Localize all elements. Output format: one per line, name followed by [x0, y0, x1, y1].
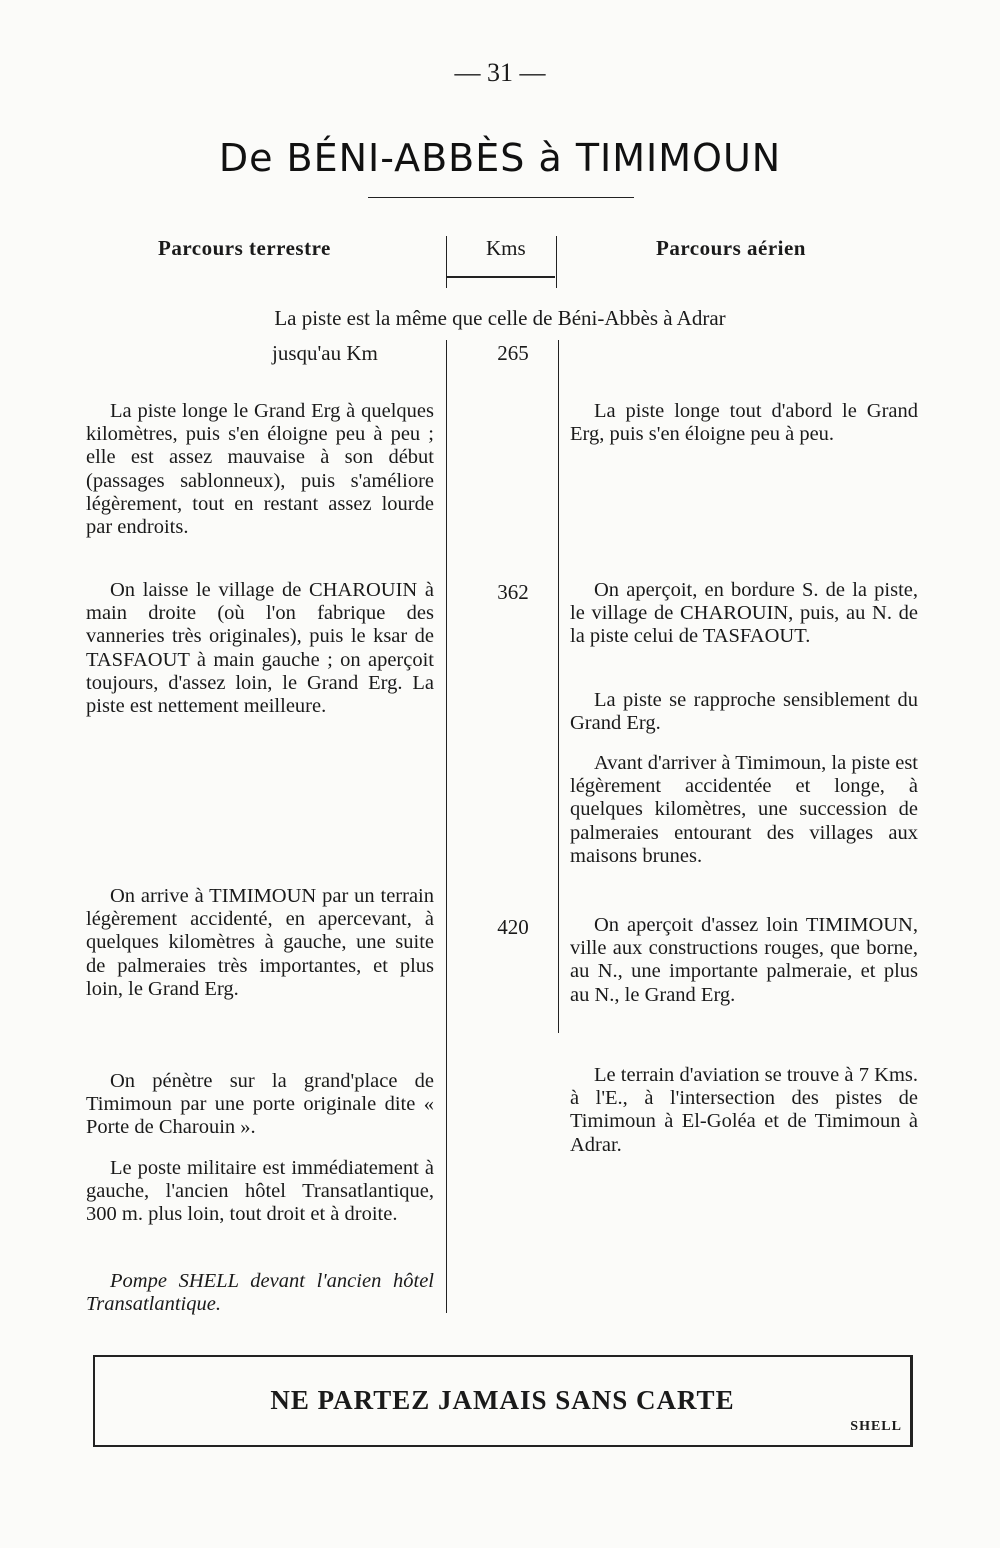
land-paragraph: On laisse le village de CHAROUIN à main droite (où l'on fabrique des vanneries très originales), puis le ksar de TASFAOUT à main gauche ; on aperçoit toujours, d'assez loin, le Grand Erg. La piste est nettement meilleure.	[86, 579, 434, 718]
brand-mark: SHELL	[850, 1419, 902, 1434]
air-paragraph: Avant d'arriver à Timimoun, la piste est légèrement accidentée et longe, à quelques kilomètres, une succession de palmeraies entourant des villages aux maisons brunes.	[570, 752, 918, 867]
air-paragraph: La piste se rapproche sensiblement du Grand Erg.	[570, 689, 918, 735]
land-paragraph: La piste longe le Grand Erg à quelques kilomètres, puis s'en éloigne peu à peu ; elle est assez mauvaise à son début (passages sablonneux), puis s'améliore légèrement, tout en restant assez lourde par endroits.	[86, 400, 434, 539]
advert-slogan: NE PARTEZ JAMAIS SANS CARTE	[270, 1385, 735, 1415]
intro-line: La piste est la même que celle de Béni-Abbès à Adrar	[274, 306, 726, 330]
land-paragraph: Le poste militaire est immédiatement à gauche, l'ancien hôtel Transatlantique, 300 m. plus loin, tout droit et à droite.	[86, 1157, 434, 1226]
header-air-route: Parcours aérien	[656, 236, 806, 260]
air-paragraph: On aperçoit d'assez loin TIMIMOUN, ville aux constructions rouges, que borne, au N., une importante palmeraie, et plus au N., le Grand Erg.	[570, 914, 918, 1006]
shell-pump-note: Pompe SHELL devant l'ancien hôtel Transatlantique.	[86, 1270, 434, 1316]
header-land-route: Parcours terrestre	[158, 236, 331, 260]
page-title: De BÉNI-ABBÈS à TIMIMOUN	[218, 136, 782, 180]
kms-header-left-line	[446, 236, 447, 288]
land-paragraph: On arrive à TIMIMOUN par un terrain légèrement accidenté, en apercevant, à quelques kilomètres à gauche, une suite de palmeraies très importantes, et plus loin, le Grand Erg.	[86, 885, 434, 1000]
km-265: 265	[497, 341, 529, 365]
column-divider-left	[446, 340, 447, 1313]
page-number: — 31 —	[454, 58, 546, 87]
title-underline	[368, 197, 634, 198]
header-kms: Kms	[486, 236, 526, 260]
kms-header-rule	[447, 276, 555, 278]
air-paragraph: La piste longe tout d'abord le Grand Erg, puis s'en éloigne peu à peu.	[570, 400, 918, 446]
advert-box	[93, 1355, 913, 1447]
intro-line-2: jusqu'au Km	[272, 341, 378, 365]
km-362: 362	[497, 580, 529, 604]
km-420: 420	[497, 915, 529, 939]
kms-header-right-line	[556, 236, 557, 288]
air-paragraph: On aperçoit, en bordure S. de la piste, le village de CHAROUIN, puis, au N. de la piste celui de TASFAOUT.	[570, 579, 918, 648]
land-paragraph: On pénètre sur la grand'place de Timimoun par une porte originale dite « Porte de Charouin ».	[86, 1070, 434, 1139]
air-paragraph: Le terrain d'aviation se trouve à 7 Kms. à l'E., à l'intersection des pistes de Timimoun à El-Goléa et de Timimoun à Adrar.	[570, 1064, 918, 1156]
